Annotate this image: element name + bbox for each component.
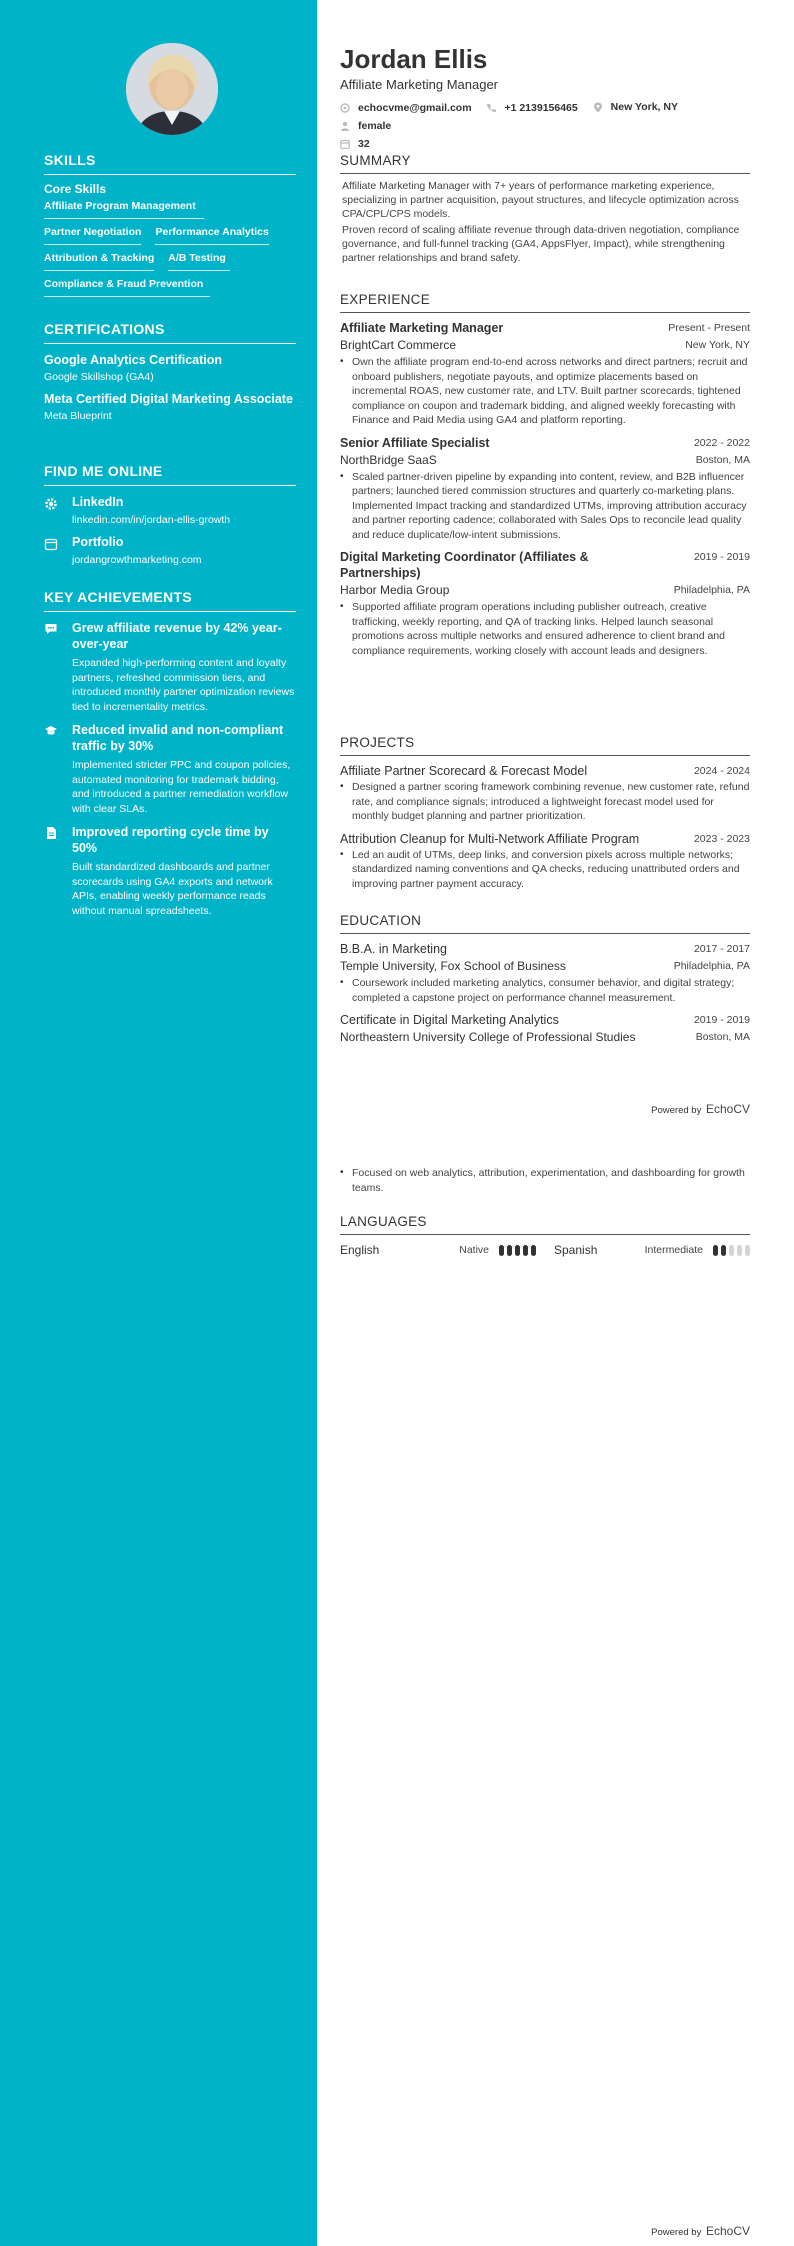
language-item xyxy=(340,1243,536,1257)
skill-tag: A/B Testing xyxy=(168,252,230,271)
achievements-title: KEY ACHIEVEMENTS xyxy=(44,589,296,612)
bullet-dot: • xyxy=(340,356,344,367)
document-icon xyxy=(44,824,72,918)
graduation-cap-icon xyxy=(44,722,72,816)
certification-issuer: Meta Blueprint xyxy=(44,410,112,422)
contact-phone[interactable] xyxy=(486,99,577,117)
bullet-dot: • xyxy=(340,781,344,792)
company: BrightCart Commerce xyxy=(340,338,457,352)
online-item-portfolio xyxy=(44,535,296,566)
company: Harbor Media Group xyxy=(340,583,450,597)
person-icon xyxy=(340,121,350,131)
languages-row xyxy=(340,1243,750,1257)
achievement-title: Improved reporting cycle time by 50% xyxy=(72,825,269,855)
skills-section xyxy=(44,152,296,297)
certification-title: Meta Certified Digital Marketing Associate xyxy=(44,392,293,406)
summary-section xyxy=(340,153,750,265)
job-bullet: Scaled partner-driven pipeline by expanding into content, review, and B2B influencer partners; launched tiered commission structures and quarterly co-marketing plans. Implemented Impact tracking and standardized UTMs, improving attribution accuracy and partner reporting cadence; collaborated with Sales Ops to reconcile lead quality and reduce duplicate/low-intent submissions. xyxy=(352,470,747,541)
education-continued xyxy=(340,1163,750,1195)
certifications-title: CERTIFICATIONS xyxy=(44,321,296,344)
experience-section xyxy=(340,292,750,658)
language-name: Spanish xyxy=(554,1243,598,1257)
projects-title: PROJECTS xyxy=(340,735,750,756)
powered-by xyxy=(651,2224,750,2238)
education-entry xyxy=(340,941,750,1005)
contact-age xyxy=(340,135,370,153)
language-level: Native xyxy=(459,1244,489,1256)
achievement-item xyxy=(44,824,296,918)
job-date: 2019 - 2019 xyxy=(693,551,750,563)
project-entry xyxy=(340,831,750,892)
rating-dot xyxy=(515,1245,520,1256)
education-bullet: Focused on web analytics, attribution, experimentation, and dashboarding for growth teams. xyxy=(352,1167,745,1194)
phone-icon xyxy=(486,103,496,113)
portfolio-link[interactable]: jordangrowthmarketing.com xyxy=(72,554,202,566)
powered-label: Powered by xyxy=(651,1105,702,1116)
experience-entry xyxy=(340,435,750,543)
language-rating xyxy=(713,1245,750,1256)
online-label: LinkedIn xyxy=(72,495,124,509)
contact-info xyxy=(340,98,750,153)
skill-tag: Compliance & Fraud Prevention xyxy=(44,278,210,297)
linkedin-link[interactable]: linkedin.com/in/jordan-ellis-growth xyxy=(72,514,231,526)
education-bullet: Coursework included marketing analytics, consumer behavior, and digital strategy; completed a capstone project on performance channel measurement. xyxy=(352,977,735,1004)
achievement-desc: Implemented stricter PPC and coupon policies, automated monitoring for trademark bidding, and introduced a partner remediation workflow with clear SLAs. xyxy=(72,759,291,815)
company: NorthBridge SaaS xyxy=(340,452,437,467)
experience-entry xyxy=(340,320,750,428)
project-date: 2023 - 2023 xyxy=(693,832,750,845)
language-level: Intermediate xyxy=(644,1244,703,1256)
experience-title: EXPERIENCE xyxy=(340,292,750,313)
skill-tag: Affiliate Program Management xyxy=(44,200,204,219)
education-entry xyxy=(340,1012,750,1044)
candidate-role: Affiliate Marketing Manager xyxy=(340,77,499,92)
project-date: 2024 - 2024 xyxy=(693,765,750,777)
achievement-desc: Expanded high-performing content and loyalty partners, refreshed commission tiers, and introduced monthly partner optimization reviews tied to incrementality metrics. xyxy=(72,657,295,713)
achievement-title: Reduced invalid and non-compliant traffic by 30% xyxy=(72,723,284,753)
achievement-item xyxy=(44,620,296,714)
job-title: Digital Marketing Coordinator (Affiliates & Partnerships) xyxy=(340,550,589,580)
online-title: FIND ME ONLINE xyxy=(44,463,296,486)
phone-text: +1 2139156465 xyxy=(504,101,578,114)
chat-icon xyxy=(44,620,72,714)
gear-icon xyxy=(44,495,72,526)
achievement-desc: Built standardized dashboards and partner scorecards using GA4 exports and network APIs, enabling weekly performance reads without manual spreadsheets. xyxy=(72,861,273,917)
summary-paragraph: Affiliate Marketing Manager with 7+ years of performance marketing experience, specializing in partner acquisition, payout structures, and lifecycle optimization across CPA/CPL/CPS models. xyxy=(342,180,739,220)
location-text: New York, NY xyxy=(610,101,678,113)
candidate-name: Jordan Ellis xyxy=(340,44,488,74)
certification-item xyxy=(44,391,296,422)
achievements-section xyxy=(44,589,296,918)
online-item-linkedin xyxy=(44,495,296,526)
education-date: 2017 - 2017 xyxy=(693,943,750,955)
bullet-dot: • xyxy=(340,601,344,612)
project-bullet: Designed a partner scoring framework combining revenue, new customer rate, refund rate, and compliance signals; introduced a lightweight forecast model used for monthly budget planning and partner prioritization. xyxy=(352,781,750,822)
language-rating xyxy=(499,1245,536,1256)
summary-paragraph: Proven record of scaling affiliate revenue through data-driven negotiation, compliance governance, and full-funnel tracking (GA4, AppsFlyer, Impact), while strengthening partner relationships and brand safety. xyxy=(342,224,740,264)
degree-title: Certificate in Digital Marketing Analytics xyxy=(340,1013,559,1027)
powered-label: Powered by xyxy=(651,2227,702,2238)
calendar-icon xyxy=(44,535,72,566)
school-location: Philadelphia, PA xyxy=(673,960,750,972)
certification-title: Google Analytics Certification xyxy=(44,353,223,367)
certifications-section xyxy=(44,321,296,422)
rating-dot xyxy=(745,1245,750,1256)
rating-dot xyxy=(729,1245,734,1256)
job-title: Senior Affiliate Specialist xyxy=(340,435,490,450)
experience-entry xyxy=(340,549,750,658)
skills-title: SKILLS xyxy=(44,152,296,175)
achievement-title: Grew affiliate revenue by 42% year-over-year xyxy=(72,621,282,651)
email-icon xyxy=(340,103,350,113)
certification-issuer: Google Skillshop (GA4) xyxy=(44,371,154,383)
powered-by xyxy=(651,1102,750,1116)
education-title: EDUCATION xyxy=(340,913,750,934)
bullet-dot: • xyxy=(340,1167,344,1178)
core-skills-label: Core Skills xyxy=(44,182,107,196)
project-title: Affiliate Partner Scorecard & Forecast Model xyxy=(340,764,588,778)
summary-title: SUMMARY xyxy=(340,153,750,174)
school: Northeastern University College of Professional Studies xyxy=(340,1030,636,1044)
achievement-item xyxy=(44,722,296,816)
school: Temple University, Fox School of Business xyxy=(340,959,566,973)
bullet-dot: • xyxy=(340,848,344,860)
skill-tag: Partner Negotiation xyxy=(44,226,141,245)
languages-title: LANGUAGES xyxy=(340,1214,750,1235)
rating-dot xyxy=(713,1245,718,1256)
email-text: echocvme@gmail.com xyxy=(358,101,472,114)
rating-dot xyxy=(737,1245,742,1256)
job-bullet: Supported affiliate program operations including publisher outreach, creative trafficking, weekly reporting, and QA of tracking links. Helped launch seasonal promotions across multiple networks and ensured adherence to client brand and compliance requirements, working closely with account leads and designers. xyxy=(352,601,725,657)
rating-dot xyxy=(507,1245,512,1256)
job-location: New York, NY xyxy=(685,339,750,351)
certification-item xyxy=(44,352,296,383)
rating-dot xyxy=(531,1245,536,1256)
project-bullet: Led an audit of UTMs, deep links, and conversion pixels across multiple networks; standardized naming conventions and QA checks, reducing unattributed orders and improving partner payment accuracy. xyxy=(352,848,740,890)
rating-dot xyxy=(499,1245,504,1256)
profile-photo xyxy=(126,43,218,135)
location-pin-icon xyxy=(593,102,603,113)
projects-section xyxy=(340,735,750,891)
project-entry xyxy=(340,763,750,824)
job-title: Affiliate Marketing Manager xyxy=(340,321,504,335)
job-date: Present - Present xyxy=(668,322,750,334)
education-date: 2019 - 2019 xyxy=(693,1014,750,1026)
job-location: Boston, MA xyxy=(695,453,750,466)
echocv-logo: EchoCV xyxy=(705,2224,750,2238)
language-item xyxy=(554,1243,750,1257)
school-location: Boston, MA xyxy=(695,1031,750,1043)
project-title: Attribution Cleanup for Multi-Network Affiliate Program xyxy=(340,831,640,846)
sidebar xyxy=(0,0,317,2246)
job-location: Philadelphia, PA xyxy=(673,584,750,596)
age-text: 32 xyxy=(358,137,370,150)
skill-tag: Attribution & Tracking xyxy=(44,252,154,271)
online-section xyxy=(44,463,296,566)
rating-dot xyxy=(523,1245,528,1256)
contact-location xyxy=(593,98,678,116)
rating-dot xyxy=(721,1245,726,1256)
skill-tag: Performance Analytics xyxy=(155,226,268,245)
bullet-dot: • xyxy=(340,977,344,988)
contact-gender xyxy=(340,117,391,135)
job-date: 2022 - 2022 xyxy=(693,436,750,449)
education-section xyxy=(340,913,750,1044)
echocv-logo: EchoCV xyxy=(705,1102,750,1116)
online-label: Portfolio xyxy=(72,535,124,549)
language-name: English xyxy=(340,1243,380,1257)
gender-text: female xyxy=(358,119,392,132)
job-bullet: Own the affiliate program end-to-end across networks and direct partners; recruit and onboard publishers, negotiate payouts, and optimize placements based on incremental ROAS, new customer rate, and LTV. Built partner scorecards, tightened compliance on coupon and trademark bidding, and aligned weekly forecasting with Finance and Paid Media using GA4 and platform reporting. xyxy=(352,356,748,426)
degree-title: B.B.A. in Marketing xyxy=(340,942,447,956)
languages-section xyxy=(340,1214,750,1257)
calendar-icon xyxy=(340,139,350,149)
contact-email[interactable] xyxy=(340,99,472,117)
bullet-dot: • xyxy=(340,470,344,482)
